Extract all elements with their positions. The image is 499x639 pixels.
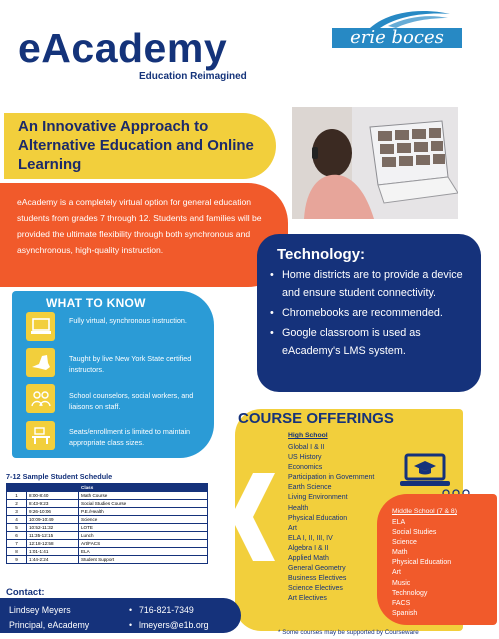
course-offerings-title: COURSE OFFERINGS [238, 410, 394, 427]
contact-title: Contact: [6, 587, 45, 598]
table-cell: 10:09-10:49 [27, 516, 79, 524]
table-row [7, 540, 208, 548]
table-row [7, 556, 208, 564]
technology-item: • Chromebooks are recommended. [268, 304, 480, 322]
what-to-know-title: WHAT TO KNOW [46, 296, 146, 310]
contact-name: Lindsey Meyers [9, 605, 71, 615]
table-row [7, 500, 208, 508]
contact-role: Principal, eAcademy [9, 620, 90, 630]
table-header-cell: Class [79, 484, 208, 492]
contact-email[interactable]: • lmeyers@e1b.org [129, 618, 209, 633]
technology-item: • Google classroom is used as eAcademy's LMS system. [268, 324, 480, 360]
list-item: Technology [392, 589, 428, 597]
contact-phone[interactable]: • 716-821-7349 [129, 603, 209, 618]
table-row [7, 524, 208, 532]
table-cell: 7 [7, 540, 27, 548]
list-item: Algebra I & II [288, 544, 329, 552]
table-cell: Art/FACS [79, 540, 208, 548]
list-item: Global I & II [288, 444, 325, 451]
list-item: Health [288, 504, 309, 512]
table-row [7, 532, 208, 540]
page-title: eAcademy [18, 25, 228, 71]
table-cell: Lunch [79, 532, 208, 540]
list-item: Art [392, 569, 401, 577]
table-cell: 3 [7, 508, 27, 516]
list-item: Business Electives [288, 575, 347, 583]
table-cell: LOTE [79, 524, 208, 532]
list-item: Art [288, 524, 297, 532]
table-header-cell [27, 484, 79, 492]
high-school-heading: High School [288, 432, 328, 439]
what-to-know-item: Taught by live New York State certified instructors. [69, 354, 192, 374]
approach-heading: An Innovative Approach to Alternative Education and Online Learning [18, 118, 254, 173]
schedule-table [6, 483, 208, 564]
table-cell: 6 [7, 532, 27, 540]
table-cell: Student Support [79, 556, 208, 564]
list-item: ELA I, II, III, IV [288, 534, 333, 542]
list-item: Participation in Government [288, 474, 375, 482]
table-cell: 1 [7, 492, 27, 500]
laptop-icon [26, 312, 55, 341]
list-item: Physical Education [392, 559, 452, 567]
contact-details [129, 603, 209, 633]
list-item: Social Studies [392, 529, 437, 537]
list-item: Earth Science [288, 484, 332, 492]
table-cell: Science [79, 516, 208, 524]
table-cell: P.E./Health [79, 508, 208, 516]
list-item: Math [392, 549, 408, 557]
table-header-row [7, 484, 208, 492]
table-cell: 5 [7, 524, 27, 532]
table-cell: 4 [7, 516, 27, 524]
graduation-laptop-icon [400, 451, 450, 491]
middle-school-heading: Middle School (7 & 8) [392, 508, 457, 515]
student-laptop-photo [292, 107, 458, 219]
list-item: Music [392, 579, 411, 587]
table-cell: 10:52-11:32 [27, 524, 79, 532]
desk-icon [26, 421, 55, 450]
table-cell: 8:43-9:23 [27, 500, 79, 508]
table-cell: 8 [7, 548, 27, 556]
people-support-icon [26, 384, 55, 413]
footnote: * Some courses may be supported by Courseware [278, 629, 419, 636]
table-row [7, 548, 208, 556]
list-item: Science [392, 539, 417, 547]
table-row [7, 508, 208, 516]
chevron-left-icon [231, 473, 275, 561]
what-to-know-item: Fully virtual, synchronous instruction. [69, 316, 187, 325]
list-item: Living Environment [288, 494, 348, 502]
list-item: General Geometry [288, 565, 346, 573]
table-cell: Math Course [79, 492, 208, 500]
technology-title: Technology: [277, 246, 366, 263]
list-item: Spanish [392, 609, 418, 617]
table-row [7, 492, 208, 500]
technology-item: • Home districts are to provide a device and ensure student connectivity. [268, 266, 480, 302]
high-school-course-list [288, 443, 374, 605]
table-header-cell [7, 484, 27, 492]
table-cell: ELA [79, 548, 208, 556]
list-item: Science Electives [288, 585, 343, 593]
intro-text: eAcademy is a completely virtual option for general education students from grades 7 through 12. Students and families will be provided the ultimate flexibility through both synchronous and asynchronous, high-quality instruction. [17, 197, 262, 255]
list-item: Art Electives [288, 595, 327, 603]
what-to-know-item: Seats/enrollment is limited to maintain appropriate class sizes. [69, 427, 191, 447]
list-item: Physical Education [288, 514, 348, 522]
list-item: Applied Math [288, 555, 329, 563]
list-item: Economics [288, 464, 323, 472]
table-cell: 1:01-1:41 [27, 548, 79, 556]
table-cell: 11:35-12:15 [27, 532, 79, 540]
table-cell: 9:26-10:06 [27, 508, 79, 516]
list-item: FACS [392, 599, 411, 607]
table-cell: 9 [7, 556, 27, 564]
technology-list [268, 266, 480, 362]
what-to-know-item: School counselors, social workers, and liaisons on staff. [69, 391, 194, 411]
list-item: ELA [392, 519, 406, 526]
table-row [7, 516, 208, 524]
new-york-state-icon [26, 348, 55, 377]
table-cell: Social Studies Course [79, 500, 208, 508]
list-item: US History [288, 454, 322, 462]
table-cell: 12:18-12:58 [27, 540, 79, 548]
table-cell: 2 [7, 500, 27, 508]
middle-school-course-list [392, 518, 451, 619]
erie-boces-logo: erie boces [332, 28, 462, 48]
page-subtitle: Education Reimagined [139, 71, 247, 82]
contact-person [9, 603, 89, 633]
table-cell: 8:00-8:40 [27, 492, 79, 500]
table-cell: 1:44-2:24 [27, 556, 79, 564]
schedule-title: 7-12 Sample Student Schedule [6, 472, 113, 481]
